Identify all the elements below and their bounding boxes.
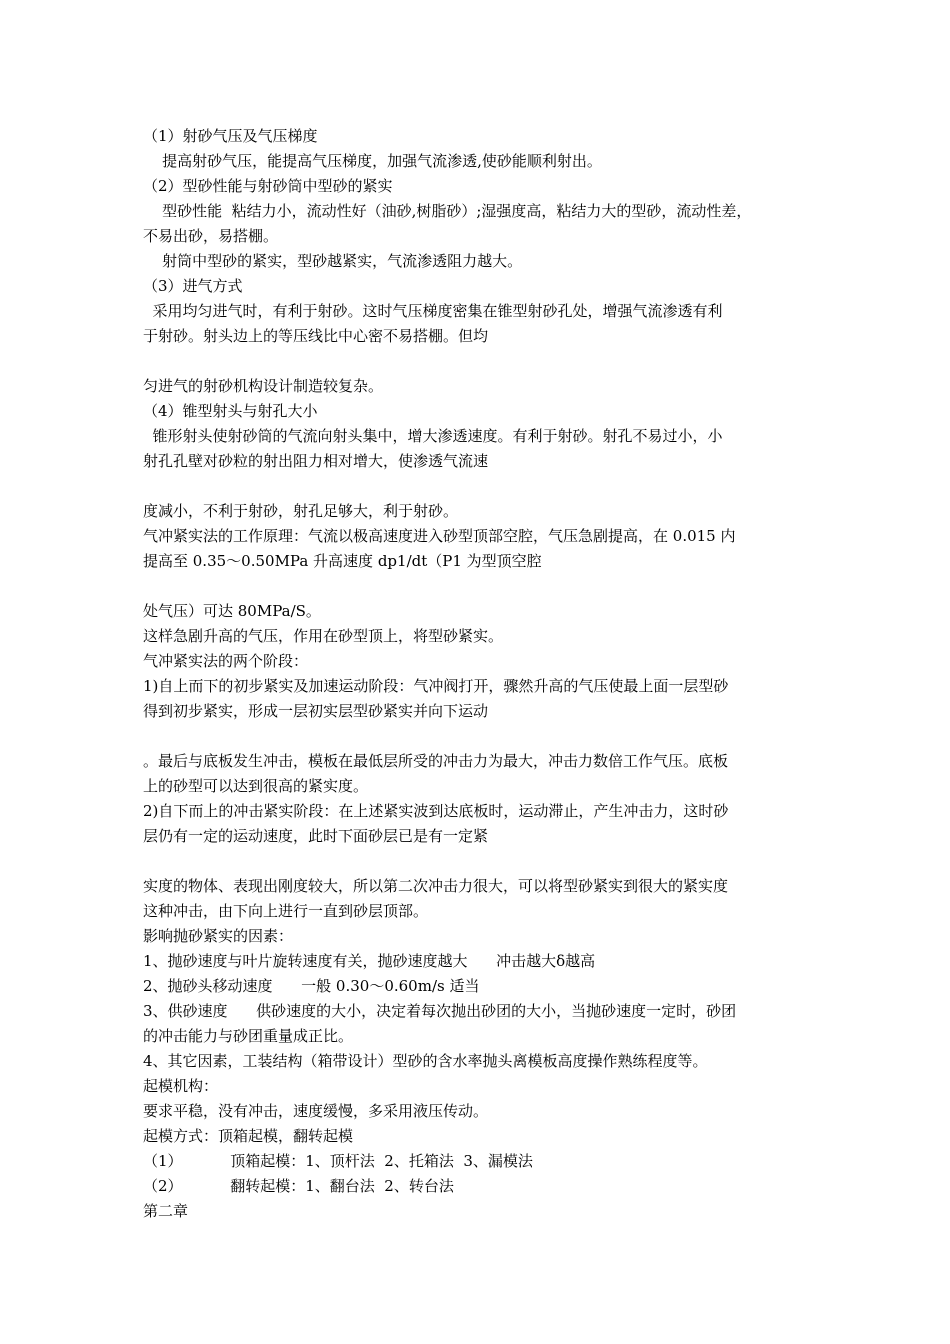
text-line: 不易出砂，易搭棚。 <box>143 227 279 245</box>
text-line: 得到初步紧实，形成一层初实层型砂紧实并向下运动 <box>143 702 489 720</box>
blank-line <box>143 349 813 374</box>
text-line: 处气压）可达 80MPa/S。 <box>143 602 321 620</box>
text-line: 匀进气的射砂机构设计制造较复杂。 <box>143 377 384 395</box>
text-line: 上的砂型可以达到很高的紧实度。 <box>143 777 369 795</box>
text-line: 射孔孔壁对砂粒的射出阻力相对增大，使渗透气流速 <box>143 452 489 470</box>
text-line: 1、抛砂速度与叶片旋转速度有关，抛砂速度越大 冲击越大δ越高 <box>143 952 596 970</box>
text-line: （2）型砂性能与射砂筒中型砂的紧实 <box>143 177 393 195</box>
text-line: 起模机构： <box>143 1077 219 1095</box>
text-line: （1） 顶箱起模：1、顶杆法 2、托箱法 3、漏模法 <box>143 1152 533 1170</box>
text-line: 度减小，不利于射砂，射孔足够大，利于射砂。 <box>143 502 459 520</box>
text-line: 3、供砂速度 供砂速度的大小，决定着每次抛出砂团的大小，当抛砂速度一定时，砂团 <box>143 1002 737 1020</box>
text-line: 。最后与底板发生冲击，模板在最低层所受的冲击力为最大，冲击力数倍工作气压。底板 <box>143 752 729 770</box>
text-line: 采用均匀进气时，有利于射砂。这时气压梯度密集在锥型射砂孔处，增强气流渗透有利 <box>143 302 723 320</box>
text-line: 锥形射头使射砂筒的气流向射头集中，增大渗透速度。有利于射砂。射孔不易过小，小 <box>143 427 723 445</box>
text-line: 的冲击能力与砂团重量成正比。 <box>143 1027 354 1045</box>
blank-line <box>143 474 813 499</box>
text-line: 起模方式：顶箱起模，翻转起模 <box>143 1127 354 1145</box>
blank-line <box>143 849 813 874</box>
text-line: 气冲紧实法的工作原理：气流以极高速度进入砂型顶部空腔，气压急剧提高，在 0.015 内 <box>143 527 736 545</box>
text-line: 4、其它因素，工装结构（箱带设计）型砂的含水率抛头离模板高度操作熟练程度等。 <box>143 1052 708 1070</box>
text-line: 影响抛砂紧实的因素： <box>143 927 294 945</box>
blank-line <box>143 724 813 749</box>
text-line: 型砂性能 粘结力小，流动性好（油砂,树脂砂）;湿强度高，粘结力大的型砂，流动性差， <box>143 202 752 220</box>
chapter-heading: 第二章 <box>143 1202 189 1220</box>
blank-line <box>143 574 813 599</box>
text-line: 这样急剧升高的气压，作用在砂型顶上，将型砂紧实。 <box>143 627 504 645</box>
text-line: 提高至 0.35～0.50MPa 升高速度 dp1/dt（P1 为型顶空腔 <box>143 552 542 570</box>
text-line: 这种冲击，由下向上进行一直到砂层顶部。 <box>143 902 429 920</box>
text-line: 2、抛砂头移动速度 一般 0.30～0.60m/s 适当 <box>143 977 480 995</box>
text-line: 要求平稳，没有冲击，速度缓慢，多采用液压传动。 <box>143 1102 489 1120</box>
text-line: 于射砂。射头边上的等压线比中心密不易搭棚。但均 <box>143 327 489 345</box>
text-line: （2） 翻转起模：1、翻台法 2、转台法 <box>143 1177 454 1195</box>
text-line: 层仍有一定的运动速度，此时下面砂层已是有一定紧 <box>143 827 489 845</box>
text-line: 提高射砂气压，能提高气压梯度，加强气流渗透,使砂能顺利射出。 <box>143 152 602 170</box>
text-line: （4）锥型射头与射孔大小 <box>143 402 318 420</box>
text-line: 气冲紧实法的两个阶段： <box>143 652 309 670</box>
text-line: （1）射砂气压及气压梯度 <box>143 127 318 145</box>
text-line: （3）进气方式 <box>143 277 243 295</box>
text-line: 2)自下而上的冲击紧实阶段：在上述紧实波到达底板时，运动滞止，产生冲击力，这时砂 <box>143 802 729 820</box>
text-line: 实度的物体、表现出刚度较大，所以第二次冲击力很大，可以将型砂紧实到很大的紧实度 <box>143 877 729 895</box>
text-line: 1)自上而下的初步紧实及加速运动阶段：气冲阀打开，骤然升高的气压使最上面一层型砂 <box>143 677 729 695</box>
text-line: 射筒中型砂的紧实，型砂越紧实，气流渗透阻力越大。 <box>143 252 523 270</box>
document-body <box>143 124 813 1224</box>
